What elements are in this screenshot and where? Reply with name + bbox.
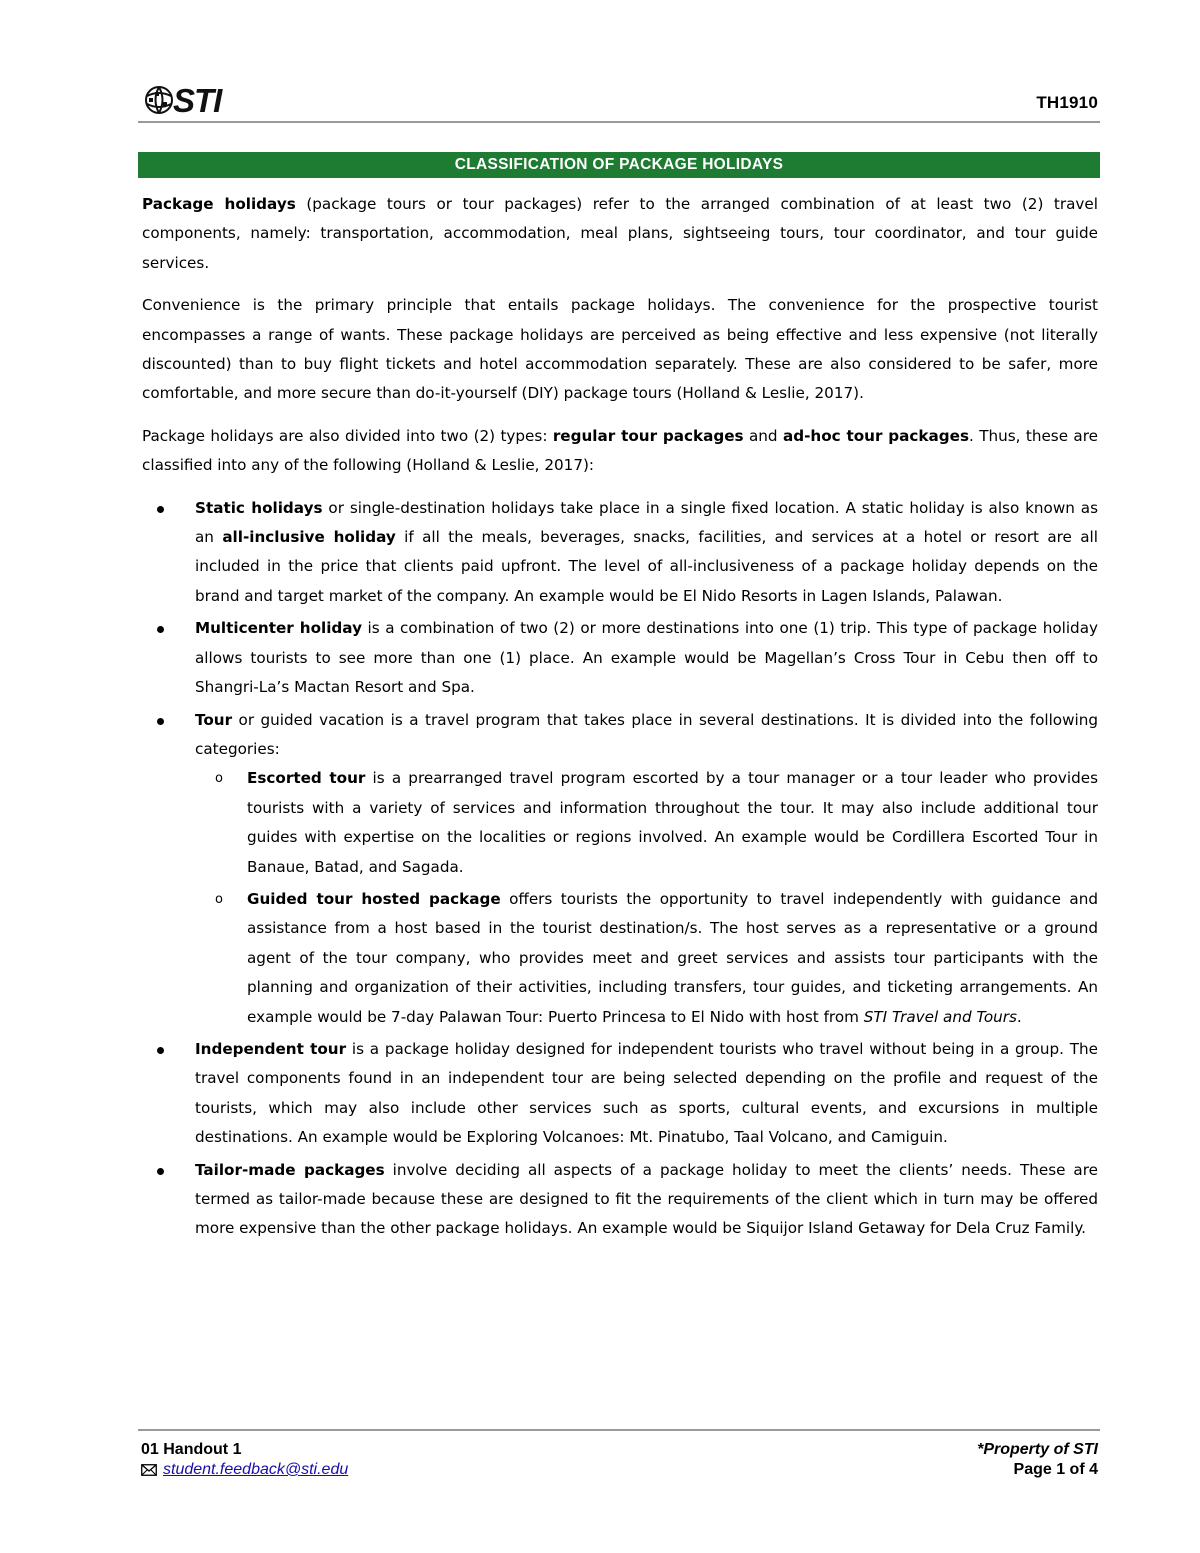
bullet-icon [157, 626, 164, 633]
document-code: TH1910 [1036, 93, 1098, 112]
page-number: Page 1 of 4 [1013, 1461, 1098, 1478]
list-item-multicenter-holiday: Multicenter holiday is a combination of two (2) or more destinations into one (1) trip. This type of package holiday allows tourists to see more than one (1) place. An example would be Magellan’s Cross Tour in Cebu then off to Shangri-La’s Mactan Resort and Spa. [142, 614, 1098, 702]
paragraph-definition: Package holidays (package tours or tour packages) refer to the arranged combination of at least two (2) travel components, namely: transportation, accommodation, meal plans, sightseeing tours, tour coordinator, and tour guide services. [142, 195, 1098, 272]
bullet-icon [157, 1168, 164, 1175]
list-item-tour: Tour or guided vacation is a travel program that takes place in several destinations. It is divided into the following categories: o Escorted tour is a prearranged travel program escorted by a tour manager or a tour leader who provides tourists with a variety of services and information throughout the tour. It may also include additional tour guides with expertise on the localities or regions involved. An example would be Cordillera Escorted Tour in Banaue, Batad, and Sagada. o Guided tour hosted package offers tourists the opportunity to travel independently with guidance and assistance from a host based in the tourist destination/s. The host serves as a representative or a ground agent of the tour company, who provides meet and greet services and assists tour participants with the planning and organization of their activities, including transfers, tour guides, and ticketing arrangements. An example would be 7-day Palawan Tour: Puerto Princesa to El Nido with host from STI Travel and Tours. [142, 706, 1098, 1032]
footer-right [977, 1440, 1098, 1480]
list-item-independent-tour: Independent tour is a package holiday designed for independent tourists who travel without being in a group. The travel components found in an independent tour are being selected depending on the profile and request of the tourists, which may also include other services such as sports, cultural events, and excursions in multiple destinations. An example would be Exploring Volcanoes: Mt. Pinatubo, Taal Volcano, and Camiguin. [142, 1035, 1098, 1153]
footer-divider [138, 1429, 1100, 1431]
bullet-icon [157, 718, 164, 725]
handout-label: 01 Handout 1 [141, 1441, 242, 1458]
bullet-icon [157, 506, 164, 513]
term-ad-hoc-tour-packages: ad-hoc tour packages [782, 426, 969, 445]
envelope-icon [141, 1464, 157, 1476]
bullet-icon [157, 1047, 164, 1054]
sub-bullet-icon: o [215, 891, 223, 907]
term-regular-tour-packages: regular tour packages [552, 426, 744, 445]
sub-item-escorted-tour: o Escorted tour is a prearranged travel program escorted by a tour manager or a tour leader who provides tourists with a variety of services and information throughout the tour. It may also include additional tour guides with expertise on the localities or regions involved. An example would be Cordillera Escorted Tour in Banaue, Batad, and Sagada. [195, 764, 1098, 882]
header-divider [138, 121, 1100, 123]
logo-text: STI [173, 82, 222, 119]
paragraph-types: Package holidays are also divided into two (2) types: regular tour packages and ad-hoc tour packages. Thus, these are classified into any of the following (Holland & Leslie, 2017): [142, 426, 1098, 475]
sti-logo [143, 80, 223, 118]
property-label: *Property of STI [977, 1441, 1098, 1458]
page-title: CLASSIFICATION OF PACKAGE HOLIDAYS [138, 152, 1100, 178]
tour-categories-list [195, 764, 1098, 1032]
term-package-holidays: Package holidays [142, 195, 296, 213]
list-item-tailor-made-packages: Tailor-made packages involve deciding all aspects of a package holiday to meet the clients’ needs. These are termed as tailor-made because these are designed to fit the requirements of the client which in turn may be offered more expensive than the other package holidays. An example would be Siquijor Island Getaway for Dela Cruz Family. [142, 1156, 1098, 1244]
sub-bullet-icon: o [215, 771, 223, 787]
classification-list [142, 494, 1098, 1244]
email-row [141, 1460, 348, 1480]
document-body [142, 190, 1098, 1247]
feedback-email-link[interactable]: student.feedback@sti.edu [163, 1461, 349, 1478]
paragraph-convenience: Convenience is the primary principle that entails package holidays. The convenience for the prospective tourist encompasses a range of wants. These package holidays are perceived as being effective and less expensive (not literally discounted) than to buy flight tickets and hotel accommodation separately. These are also considered to be safer, more comfortable, and more secure than do-it-yourself (DIY) package tours (Holland & Leslie, 2017). [142, 296, 1098, 403]
list-item-static-holidays: Static holidays or single-destination holidays take place in a single fixed location. A static holiday is also known as an all-inclusive holiday if all the meals, beverages, snacks, facilities, and services at a hotel or resort are all included in the price that clients paid upfront. The level of all-inclusiveness of a package holiday depends on the brand and target market of the company. An example would be El Nido Resorts in Lagen Islands, Palawan. [142, 494, 1098, 612]
sub-item-guided-tour-hosted-package: o Guided tour hosted package offers tourists the opportunity to travel independently with guidance and assistance from a host based in the tourist destination/s. The host serves as a representative or a ground agent of the tour company, who provides meet and greet services and assists tour participants with the planning and organization of their activities, including transfers, tour guides, and ticketing arrangements. An example would be 7-day Palawan Tour: Puerto Princesa to El Nido with host from STI Travel and Tours. [195, 885, 1098, 1032]
footer-left [141, 1440, 348, 1480]
